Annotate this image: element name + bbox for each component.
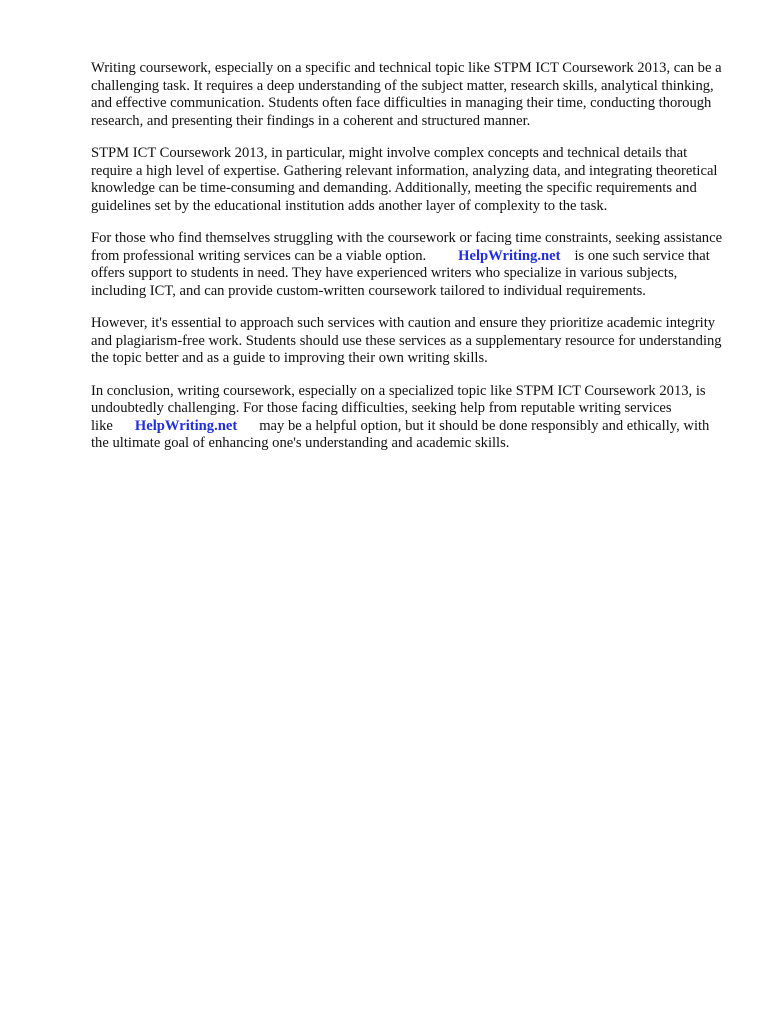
- paragraph-complexity: STPM ICT Coursework 2013, in particular, might involve complex concepts and technical details that require a high level of expertise. Gathering relevant information, analyzing data, and integrating theoretical knowledge can be time-consuming and demanding. Additionally, meeting the specific requirements and guidelines set by the educational institution adds another layer of complexity to the task.: [91, 145, 718, 214]
- paragraph-assistance-text-after: is one such service that offers support to students in need. They have experienced writers who specialize in various subjects, including ICT, and can provide custom-written coursework tailored to individual requirements.: [91, 247, 710, 299]
- paragraph-assistance: [91, 230, 723, 300]
- helpwriting-link-conclusion[interactable]: HelpWriting.net: [134, 417, 238, 434]
- document-body: [91, 60, 723, 468]
- helpwriting-link[interactable]: HelpWriting.net: [458, 247, 561, 264]
- paragraph-caution: However, it's essential to approach such services with caution and ensure they prioritize academic integrity and plagiarism-free work. Students should use these services as a supplementary resource for understanding the topic better and as a guide to improving their own writing skills.: [91, 315, 722, 366]
- paragraph-intro: Writing coursework, especially on a specific and technical topic like STPM ICT Coursework 2013, can be a challenging task. It requires a deep understanding of the subject matter, research skills, analytical thinking, and effective communication. Students often face difficulties in managing their time, conducting thorough research, and presenting their findings in a coherent and structured manner.: [91, 60, 722, 129]
- paragraph-conclusion-text-before: In conclusion, writing coursework, especially on a specialized topic like STPM ICT Coursework 2013, is undoubtedly challenging. For those facing difficulties, seeking help from reputable writing services like: [91, 382, 706, 434]
- paragraph-assistance-text-before: For those who find themselves struggling with the coursework or facing time constraints, seeking assistance from professional writing services can be a viable option.: [91, 230, 723, 264]
- paragraph-conclusion: [91, 383, 723, 453]
- paragraph-conclusion-text-after: may be a helpful option, but it should be done responsibly and ethically, with the ultimate goal of enhancing one's understanding and academic skills.: [91, 417, 710, 451]
